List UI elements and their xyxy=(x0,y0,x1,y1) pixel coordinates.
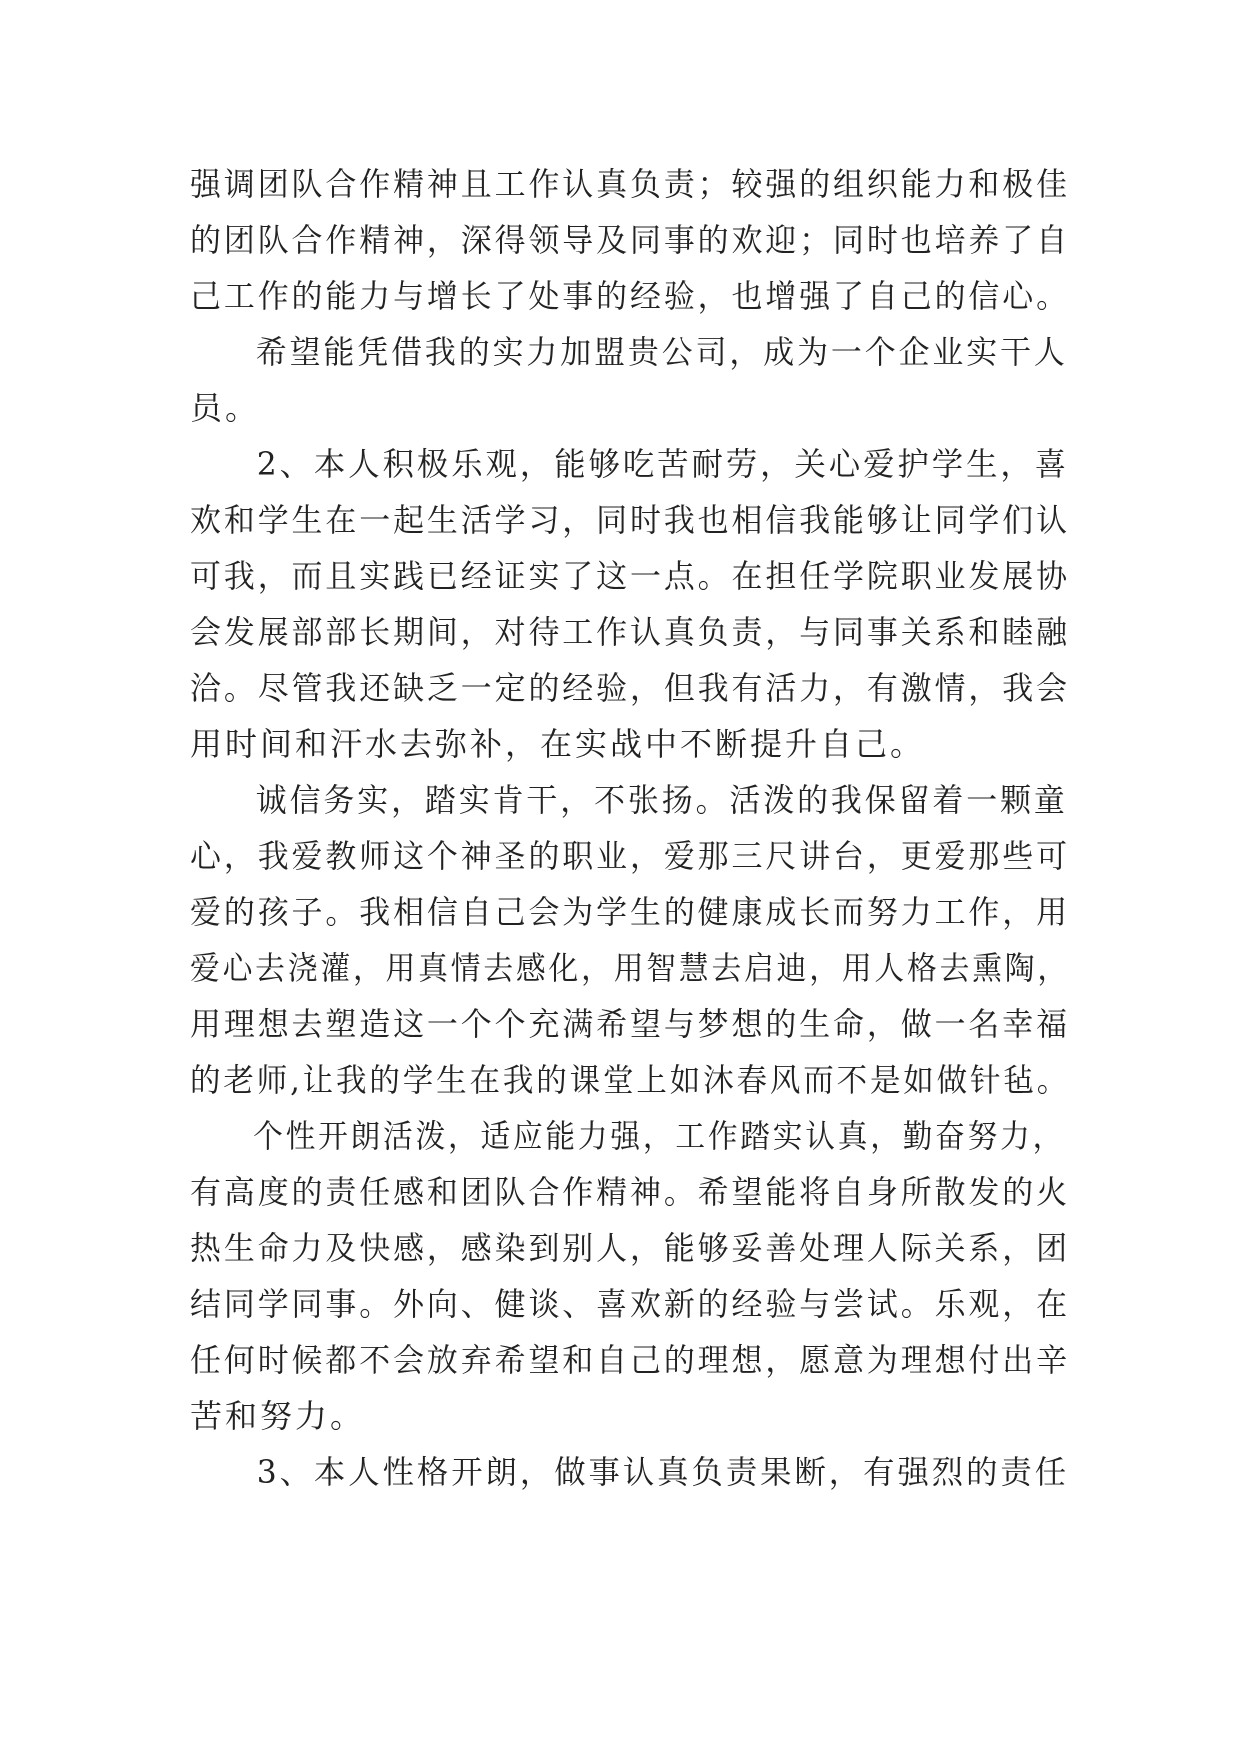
document-body xyxy=(190,156,1070,1500)
text-line: 洽。尽管我还缺乏一定的经验，但我有活力，有激情，我会 xyxy=(190,669,1070,707)
text-line: 欢和学生在一起生活学习，同时我也相信我能够让同学们认 xyxy=(190,501,1070,539)
text-line: 可我，而且实践已经证实了这一点。在担任学院职业发展协 xyxy=(190,557,1070,595)
text-line: 己工作的能力与增长了处事的经验，也增强了自己的信心。 xyxy=(190,277,1070,315)
text-line: 用时间和汗水去弥补，在实战中不断提升自己。 xyxy=(190,725,926,763)
paragraph-first-line: 希望能凭借我的实力加盟贵公司，成为一个企业实干人 xyxy=(255,333,1068,371)
text-line: 心，我爱教师这个神圣的职业，爱那三尺讲台，更爱那些可 xyxy=(190,837,1070,875)
text-line: 爱心去浇灌，用真情去感化，用智慧去启迪，用人格去熏陶， xyxy=(190,949,1070,987)
text-line: 结同学同事。外向、健谈、喜欢新的经验与尝试。乐观，在 xyxy=(190,1285,1070,1323)
text-line: 强调团队合作精神且工作认真负责；较强的组织能力和极佳 xyxy=(190,165,1070,203)
text-line: 苦和努力。 xyxy=(190,1397,366,1435)
text-line: 的老师,让我的学生在我的课堂上如沐春风而不是如做针毡。 xyxy=(190,1061,1071,1099)
text-line: 任何时候都不会放弃希望和自己的理想，愿意为理想付出辛 xyxy=(190,1341,1070,1379)
text-line: 用理想去塑造这一个个充满希望与梦想的生命，做一名幸福 xyxy=(190,1005,1070,1043)
text-line: 热生命力及快感，感染到别人，能够妥善处理人际关系，团 xyxy=(190,1229,1070,1267)
text-line: 员。 xyxy=(190,389,261,427)
paragraph-first-line: 个性开朗活泼，适应能力强，工作踏实认真，勤奋努力， xyxy=(253,1117,1066,1155)
text-line: 爱的孩子。我相信自己会为学生的健康成长而努力工作，用 xyxy=(190,893,1070,931)
paragraph-first-line: 3、本人性格开朗，做事认真负责果断，有强烈的责任 xyxy=(256,1453,1070,1491)
text-line: 有高度的责任感和团队合作精神。希望能将自身所散发的火 xyxy=(190,1173,1070,1211)
paragraph-first-line: 诚信务实，踏实肯干，不张扬。活泼的我保留着一颗童 xyxy=(255,781,1068,819)
text-line: 会发展部部长期间，对待工作认真负责，与同事关系和睦融 xyxy=(190,613,1070,651)
text-line: 的团队合作精神，深得领导及同事的欢迎；同时也培养了自 xyxy=(190,221,1070,259)
paragraph-first-line: 2、本人积极乐观，能够吃苦耐劳，关心爱护学生，喜 xyxy=(256,445,1070,483)
